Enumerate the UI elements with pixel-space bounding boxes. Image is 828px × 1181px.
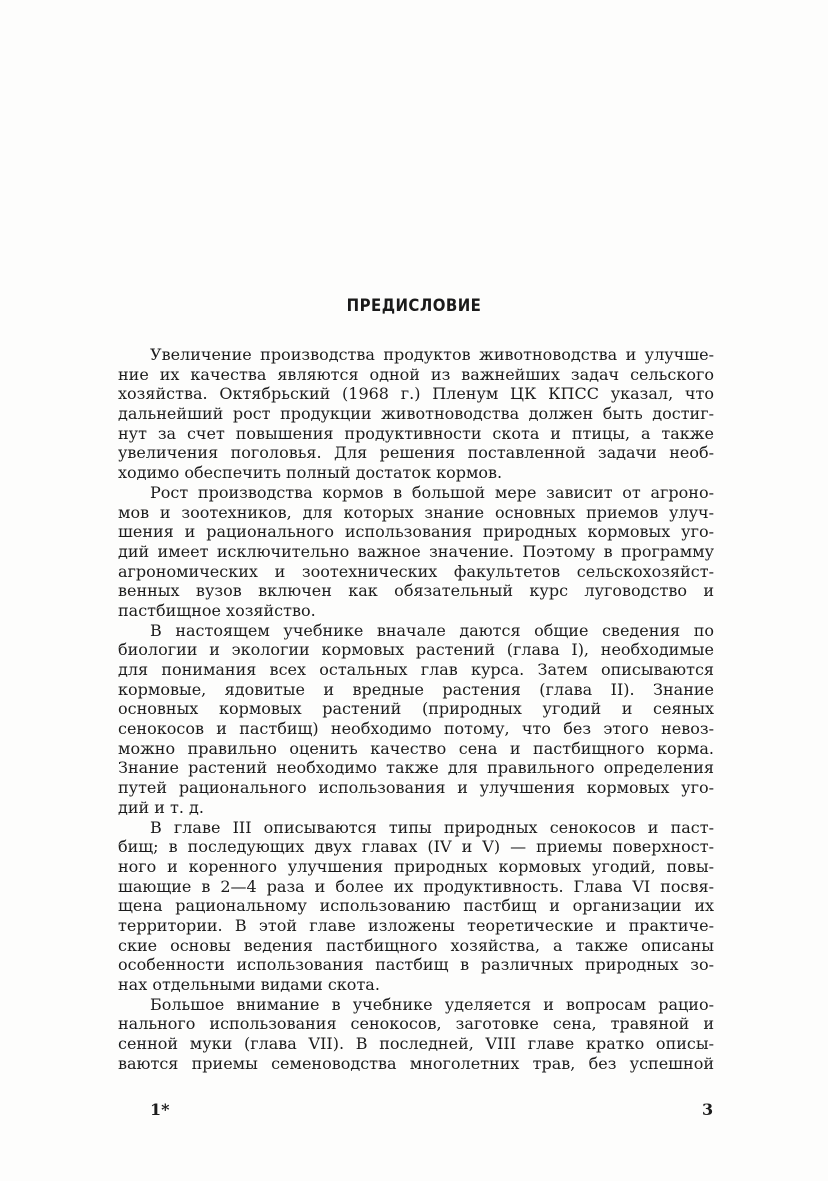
text-line: биологии и экологии кормовых растений (глава I), необходимые bbox=[118, 640, 714, 660]
text-line: шающие в 2—4 раза и более их продуктивность. Глава VI посвя- bbox=[118, 876, 714, 896]
text-line: нального использования сенокосов, заготовке сена, травяной и bbox=[118, 1014, 714, 1034]
text-line: ние их качества являются одной из важнейших задач сельского bbox=[118, 364, 714, 384]
text-line: щена рациональному использованию пастбищ и организации их bbox=[118, 896, 714, 916]
text-line: Увеличение производства продуктов животноводства и улучше- bbox=[150, 345, 714, 364]
text-line: Рост производства кормов в большой мере зависит от агроно- bbox=[150, 482, 714, 502]
text-line: можно правильно оценить качество сена и пастбищного корма. bbox=[118, 738, 714, 758]
text-line: шения и рационального использования природных кормовых уго- bbox=[118, 522, 714, 542]
text-line: особенности использования пастбищ в различных природных зо- bbox=[118, 955, 714, 975]
text-line: дий и т. д. bbox=[118, 797, 204, 817]
text-line: ного и коренного улучшения природных кормовых угодий, повы- bbox=[118, 856, 714, 876]
text-line: нах отдельными видами скота. bbox=[118, 975, 380, 994]
text-line: сенокосов и пастбищ) необходимо потому, что без этого невоз- bbox=[118, 719, 714, 739]
text-line: хозяйства. Октябрьский (1968 г.) Пленум ЦК КПСС указал, что bbox=[118, 384, 714, 404]
text-line: для понимания всех остальных глав курса. Затем описываются bbox=[118, 660, 714, 679]
text-line: территории. В этой главе изложены теоретические и практиче- bbox=[118, 915, 714, 935]
text-line: Большое внимание в учебнике уделяется и вопросам рацио- bbox=[150, 994, 714, 1014]
text-line: В настоящем учебнике вначале даются общие сведения по bbox=[150, 620, 714, 640]
text-line: кормовые, ядовитые и вредные растения (глава II). Знание bbox=[118, 679, 714, 699]
preface-body bbox=[118, 345, 714, 1073]
page-number: 3 bbox=[702, 1100, 714, 1119]
text-line: путей рационального использования и улучшения кормовых уго- bbox=[118, 778, 714, 798]
text-line: дальнейший рост продукции животноводства должен быть достиг- bbox=[118, 404, 714, 424]
text-line: основных кормовых растений (природных угодий и сеяных bbox=[118, 699, 714, 719]
signature-mark: 1* bbox=[150, 1100, 170, 1119]
text-line: нут за счет повышения продуктивности скота и птицы, а также bbox=[118, 423, 714, 443]
text-line: Знание растений необходимо также для правильного определения bbox=[118, 758, 714, 778]
text-line: венных вузов включен как обязательный курс луговодство и bbox=[118, 581, 714, 601]
text-line: увеличения поголовья. Для решения поставленной задачи необ- bbox=[118, 443, 714, 463]
text-line: дий имеет исключительно важное значение. Поэтому в программу bbox=[118, 541, 714, 561]
text-line: агрономических и зоотехнических факультетов сельскохозяйст- bbox=[118, 561, 714, 581]
text-line: мов и зоотехников, для которых знание основных приемов улуч- bbox=[118, 502, 714, 522]
text-line: бищ; в последующих двух главах (IV и V) — приемы поверхност- bbox=[118, 837, 714, 857]
text-line: ваются приемы семеноводства многолетних трав, без успешной bbox=[118, 1053, 714, 1073]
text-line: сенной муки (глава VII). В последней, VIII главе кратко описы- bbox=[118, 1034, 714, 1054]
page-title: ПРЕДИСЛОВИЕ bbox=[346, 296, 482, 316]
text-line: ские основы ведения пастбищного хозяйства, а также описаны bbox=[118, 935, 714, 955]
text-line: ходимо обеспечить полный достаток кормов. bbox=[118, 463, 503, 483]
text-line: пастбищное хозяйство. bbox=[118, 600, 316, 620]
text-line: В главе III описываются типы природных сенокосов и паст- bbox=[150, 817, 714, 837]
